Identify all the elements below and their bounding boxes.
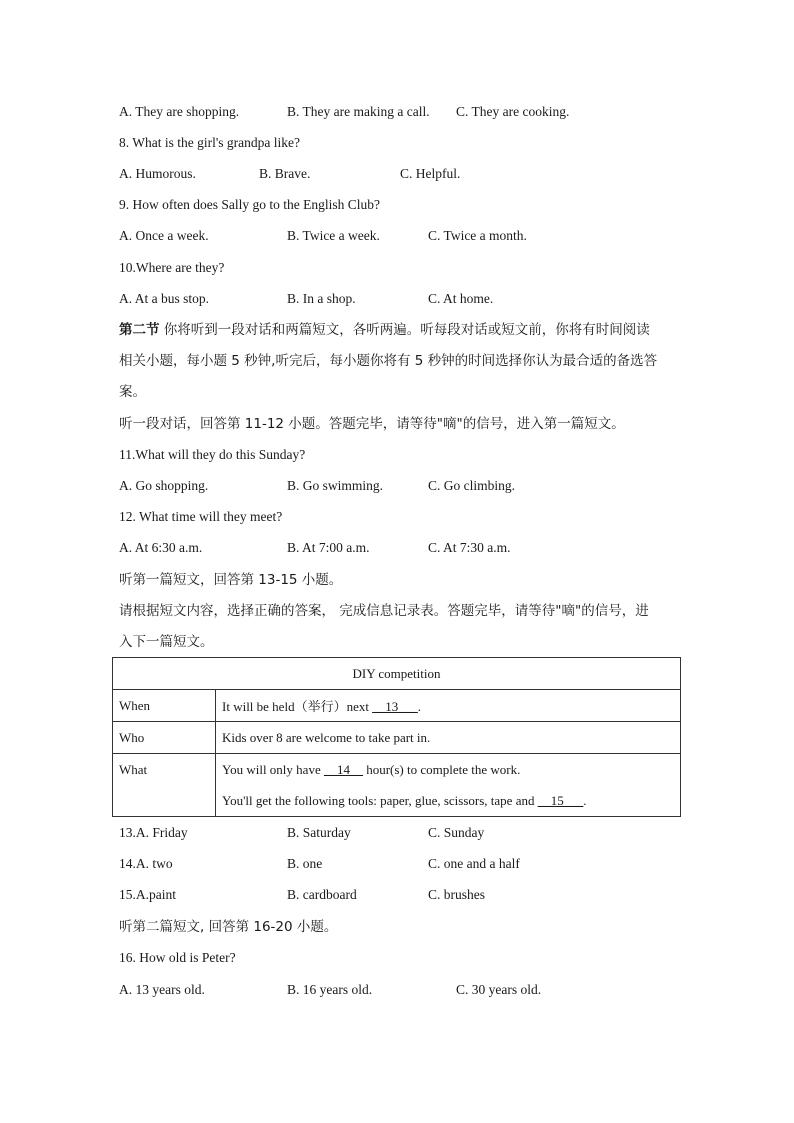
table-row xyxy=(113,754,681,817)
q9-option-c: C. Twice a month. xyxy=(428,228,527,243)
when-text: It will be held（举行）next xyxy=(222,699,373,714)
q10-stem: 10.Where are they? xyxy=(119,260,225,275)
q9-option-b: B. Twice a week. xyxy=(287,228,380,243)
q12-stem: 12. What time will they meet? xyxy=(119,509,283,524)
q16-options xyxy=(119,981,719,999)
what-cell xyxy=(216,754,681,817)
what-line2-post: . xyxy=(583,793,587,808)
q16-option-c: C. 30 years old. xyxy=(456,982,542,997)
q7-options xyxy=(119,103,719,121)
q11-option-c: C. Go climbing. xyxy=(428,478,515,493)
q8-option-a: A. Humorous. xyxy=(119,166,196,181)
section2-line3: 案。 xyxy=(119,384,146,400)
what-line-1 xyxy=(222,754,674,785)
when-end: . xyxy=(417,699,421,714)
q16-stem: 16. How old is Peter? xyxy=(119,950,236,965)
q13-option-c: C. Sunday xyxy=(428,825,485,840)
blank-13: __13___ xyxy=(372,699,418,714)
q14-option-b: B. one xyxy=(287,856,323,871)
q9-stem: 9. How often does Sally go to the English Club? xyxy=(119,197,380,212)
q8-option-c: C. Helpful. xyxy=(400,166,461,181)
table-row xyxy=(113,690,681,722)
q9-options xyxy=(119,227,719,245)
passage1-intro: 听第一篇短文，回答第 13-15 小题。 xyxy=(119,572,343,588)
blank-15: __15___ xyxy=(537,793,584,808)
table-title: DIY competition xyxy=(113,658,681,690)
q14-option-c: C. one and a half xyxy=(428,856,520,871)
q7-option-a: A. They are shopping. xyxy=(119,104,240,119)
q10-option-b: B. In a shop. xyxy=(287,291,356,306)
q8-option-b: B. Brave. xyxy=(259,166,311,181)
section2-title: 第二节 xyxy=(119,322,160,338)
q15-option-a: 15.A.paint xyxy=(119,887,176,902)
when-label: When xyxy=(113,690,216,722)
q10-option-c: C. At home. xyxy=(428,291,494,306)
q11-option-a: A. Go shopping. xyxy=(119,478,209,493)
q10-options xyxy=(119,290,719,308)
q12-option-c: C. At 7:30 a.m. xyxy=(428,540,511,555)
what-line1-post: hour(s) to complete the work. xyxy=(362,762,521,777)
who-text: Kids over 8 are welcome to take part in. xyxy=(216,722,681,754)
q13-options xyxy=(119,824,719,842)
q16-option-b: B. 16 years old. xyxy=(287,982,373,997)
passage2-intro: 听第二篇短文, 回答第 16-20 小题。 xyxy=(119,919,338,935)
what-line2-pre: You'll get the following tools: paper, glue, scissors, tape and xyxy=(222,793,538,808)
what-line-2 xyxy=(222,785,674,816)
q15-option-c: C. brushes xyxy=(428,887,485,902)
q8-stem: 8. What is the girl's grandpa like? xyxy=(119,135,301,150)
blank-14: __14__ xyxy=(323,762,363,777)
q13-option-b: B. Saturday xyxy=(287,825,351,840)
section2-line1 xyxy=(119,321,650,339)
q13-option-a: 13.A. Friday xyxy=(119,825,188,840)
q12-options xyxy=(119,539,719,557)
what-line1-pre: You will only have xyxy=(222,762,324,777)
q12-option-a: A. At 6:30 a.m. xyxy=(119,540,203,555)
q7-option-c: C. They are cooking. xyxy=(456,104,570,119)
what-label: What xyxy=(113,754,216,817)
q9-option-a: A. Once a week. xyxy=(119,228,209,243)
q11-option-b: B. Go swimming. xyxy=(287,478,384,493)
q7-option-b: B. They are making a call. xyxy=(287,104,430,119)
table-row xyxy=(113,658,681,690)
passage1-instructions-1: 请根据短文内容，选择正确的答案， 完成信息记录表。答题完毕，请等待"嘀"的信号，进 xyxy=(119,603,649,619)
q12-option-b: B. At 7:00 a.m. xyxy=(287,540,370,555)
q15-option-b: B. cardboard xyxy=(287,887,357,902)
q16-option-a: A. 13 years old. xyxy=(119,982,205,997)
passage1-instructions-2: 入下一篇短文。 xyxy=(119,634,214,650)
table-row xyxy=(113,722,681,754)
section2-text1: 你将听到一段对话和两篇短文，各听两遍。听每段对话或短文前，你将有时间阅读 xyxy=(159,322,650,338)
q11-stem: 11.What will they do this Sunday? xyxy=(119,447,306,462)
q11-options xyxy=(119,477,719,495)
q10-option-a: A. At a bus stop. xyxy=(119,291,210,306)
when-cell xyxy=(216,690,681,722)
who-label: Who xyxy=(113,722,216,754)
q15-options xyxy=(119,886,719,904)
dialog-intro: 听一段对话，回答第 11-12 小题。答题完毕，请等待"嘀"的信号，进入第一篇短文。 xyxy=(119,416,625,432)
q14-options xyxy=(119,855,719,873)
q14-option-a: 14.A. two xyxy=(119,856,173,871)
diy-competition-table xyxy=(112,657,681,817)
section2-line2: 相关小题，每小题 5 秒钟,听完后，每小题你将有 5 秒钟的时间选择你认为最合适的备选答 xyxy=(119,353,658,369)
q8-options xyxy=(119,165,719,183)
